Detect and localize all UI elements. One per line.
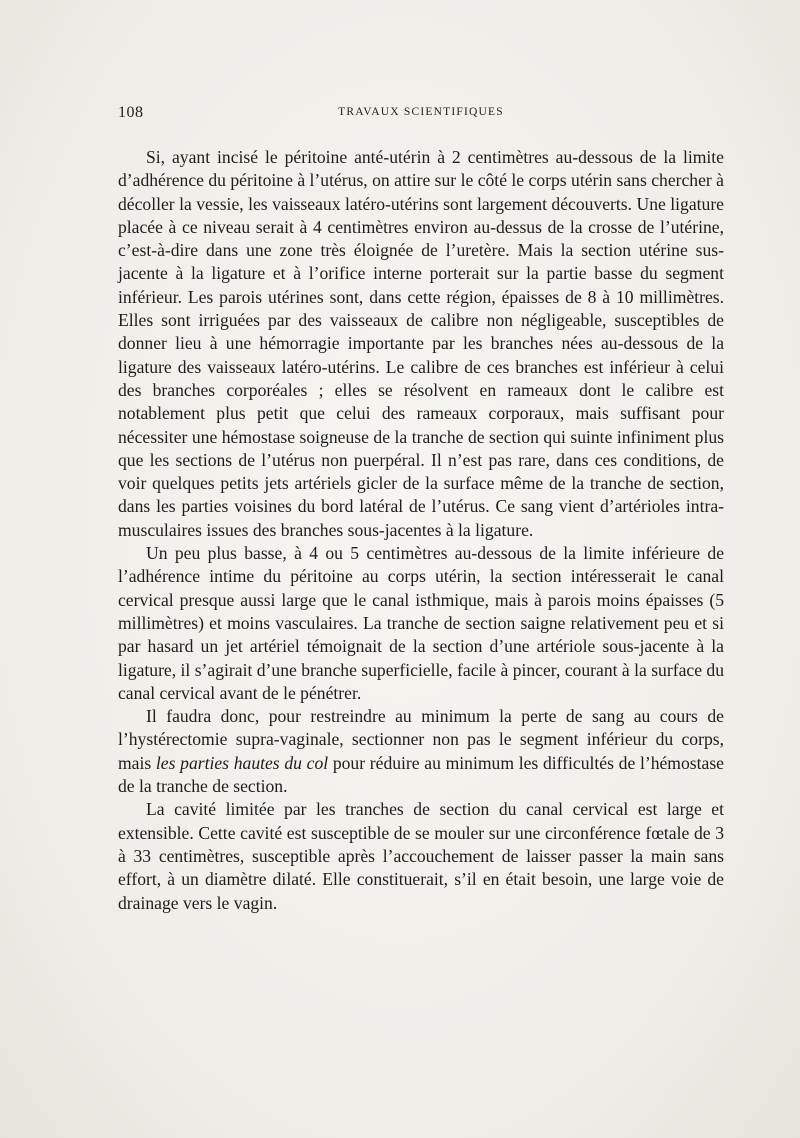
paragraph-2: Un peu plus basse, à 4 ou 5 centimètres au-dessous de la limite inférieure de l’adhérence intime du péritoine au corps utérin, la section intéresserait le canal cervical presque aussi large que le canal isthmique, mais à parois moins épaisses (5 millimètres) et moins vasculaires. La tranche de section saigne relativement peu et si par hasard un jet artériel témoignait de la section d’une artériole sous-jacente à la ligature, il s’agirait d’une branche superficielle, facile à pincer, courant à la surface du canal cervical avant de le pénétrer. <box>118 543 724 703</box>
paragraph-1: Si, ayant incisé le péritoine anté-utérin à 2 centimètres au-dessous de la limite d’adhérence du péritoine à l’utérus, on attire sur le côté le corps utérin sans chercher à décoller la vessie, les vaisseaux latéro-utérins sont largement découverts. Une ligature placée à ce niveau serait à 4 centimètres environ au-dessus de la crosse de l’utérine, c’est-à-dire dans une zone très éloignée de l’uretère. Mais la section utérine sus-jacente à la ligature et à l’orifice interne porterait sur la partie basse du segment inférieur. Les parois utérines sont, dans cette région, épaisses de 8 à 10 millimètres. Elles sont irriguées par des vaisseaux de calibre non négligeable, susceptibles de donner lieu à une hémorragie importante par les branches nées au-dessous de la ligature des vaisseaux latéro-utérins. Le calibre de ces branches est inférieur à celui des branches corporéales ; elles se résolvent en rameaux dont le calibre est notablement plus petit que celui des rameaux corporaux, mais suffisant pour nécessiter une hémostase soigneuse de la tranche de section qui suinte infiniment plus que les sections de l’utérus non puerpéral. Il n’est pas rare, dans ces conditions, de voir quelques petits jets artériels gicler de la surface même de la tranche de section, dans les parties voisines du bord latéral de l’utérus. Ce sang vient d’artérioles intra-musculaires issues des branches sous-jacentes à la ligature. <box>118 147 724 540</box>
italic-emphasis: les parties hautes du col <box>155 752 329 773</box>
running-title: TRAVAUX SCIENTIFIQUES <box>338 106 504 118</box>
page-number: 108 <box>118 104 144 121</box>
paragraph-4: La cavité limitée par les tranches de section du canal cervical est large et extensible. Cette cavité est susceptible de se mouler sur une circonférence fœtale de 3 à 33 centimètres, susceptible après l’accouchement de laisser passer la main sans effort, à un diamètre dilaté. Elle constituerait, s’il en était besoin, une large voie de drainage vers le vagin. <box>118 799 724 913</box>
paragraph-3-after: pour réduire au minimum les difficultés de l’hémostase de la tranche de section. <box>118 752 724 797</box>
body-text <box>118 146 724 915</box>
paragraph-3 <box>118 705 724 798</box>
paragraph-3-before: Il faudra donc, pour restreindre au minimum la perte de sang au cours de l’hystérectomie supra-vaginale, sectionner non pas le segment inférieur du corps, mais <box>118 706 724 773</box>
page-header <box>118 104 724 126</box>
